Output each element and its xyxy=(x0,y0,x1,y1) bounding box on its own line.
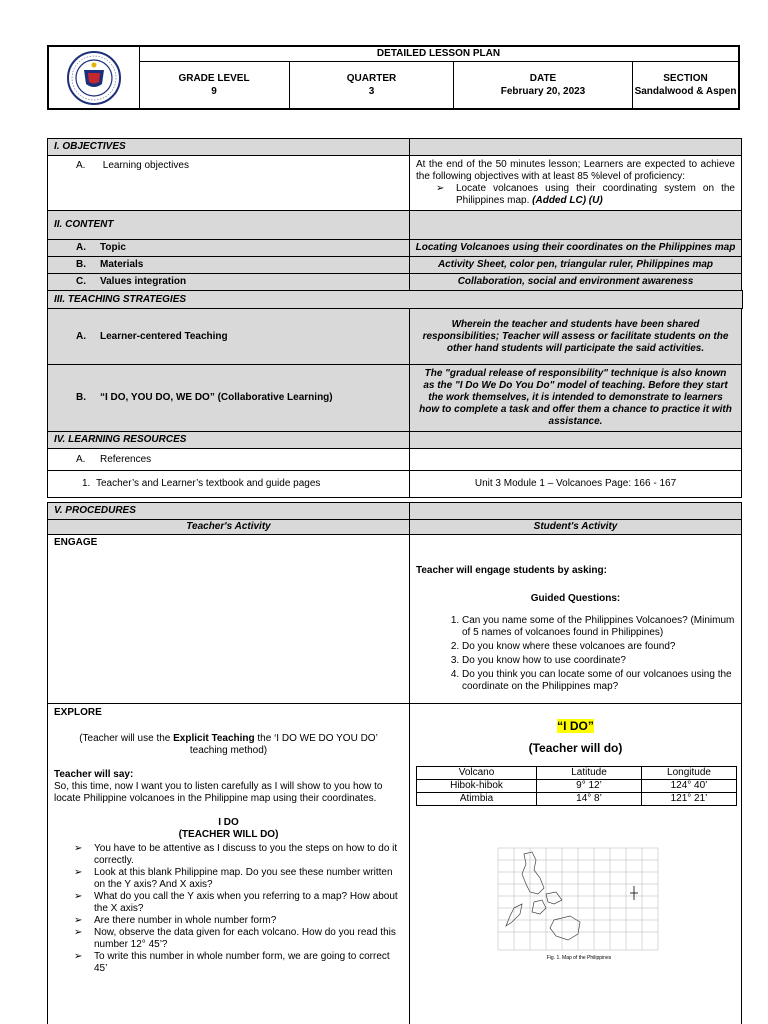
procedures-heading-right xyxy=(409,502,742,520)
content-row-values xyxy=(47,273,410,291)
content-materials-label: Materials xyxy=(100,259,144,270)
content-heading: II. CONTENT xyxy=(47,210,410,240)
volcano-col-header: Volcano xyxy=(417,767,537,780)
resources-heading: IV. LEARNING RESOURCES xyxy=(47,431,410,449)
explore-step: ➢ What do you call the Y axis when you referring to a map? How about the X axis? xyxy=(54,891,403,915)
content-values-letter: C. xyxy=(76,276,86,287)
objectives-a-label: Learning objectives xyxy=(102,160,189,171)
section-value: Sandalwood & Aspen xyxy=(634,86,737,97)
explore-step: ➢ Are there number in whole number form? xyxy=(54,915,403,927)
quarter-label: QUARTER xyxy=(346,73,397,84)
explore-say-text: So, this time, now I want you to listen carefully as I will show to you how to locate Philippine volcanoes in the Philippine map using their coordinates. xyxy=(54,781,383,804)
explore-ido: I DO xyxy=(218,817,239,828)
strategies-a-desc: Wherein the teacher and students have been shared responsibilities; Teacher will assess or facilitate students on the other hand students will participate the said activities. xyxy=(409,308,742,365)
engage-left xyxy=(47,534,410,704)
header-table xyxy=(47,45,740,110)
engage-intro: Teacher will engage students by asking: xyxy=(416,565,607,576)
objectives-bullet-text: Locate volcanoes using their coordinating system on the Philippines map. xyxy=(456,183,735,206)
resources-item-cell xyxy=(47,470,410,498)
explore-title: EXPLORE xyxy=(54,707,102,718)
student-activity-col: Student's Activity xyxy=(409,519,742,535)
resources-item-value: Unit 3 Module 1 – Volcanoes Page: 166 - 167 xyxy=(409,470,742,498)
explore-method-bold: Explicit Teaching xyxy=(173,733,255,744)
teacher-activity-col: Teacher's Activity xyxy=(47,519,410,535)
content-topic-label: Topic xyxy=(100,242,126,253)
explore-step: ➢ To write this number in whole number form, we are going to correct 45’ xyxy=(54,951,403,975)
explore-method-post: the ‘I DO WE DO YOU DO’ teaching method) xyxy=(189,733,378,756)
explore-step: ➢ Now, observe the data given for each volcano. How do you read this number 12° 45’? xyxy=(54,927,403,951)
strategies-a-label: Learner-centered Teaching xyxy=(100,330,228,342)
grade-value: 9 xyxy=(211,86,217,97)
strategies-b-label: “I DO, YOU DO, WE DO” (Collaborative Learning) xyxy=(100,392,333,403)
engage-question: 2. Do you know where these volcanoes are found? xyxy=(462,641,735,653)
engage-questions xyxy=(416,615,735,693)
objectives-bullet-tag: (Added LC) (U) xyxy=(532,195,603,206)
engage-right xyxy=(409,534,742,704)
engage-title: ENGAGE xyxy=(54,537,98,548)
explore-method xyxy=(74,733,383,757)
procedures-heading: V. PROCEDURES xyxy=(47,502,410,520)
objectives-text-cell xyxy=(409,155,742,211)
resources-item-num: 1. xyxy=(82,478,91,489)
explore-method-pre: (Teacher will use the xyxy=(79,733,174,744)
section-label: SECTION xyxy=(663,73,708,84)
resources-item-label: Teacher’s and Learner’s textbook and guide pages xyxy=(96,478,321,489)
section-cell xyxy=(633,62,738,108)
grade-label: GRADE LEVEL xyxy=(178,73,250,84)
latitude-cell: 14° 8’ xyxy=(537,793,642,806)
engage-question: 4. Do you think you can locate some of our volcanoes using the coordinate on the Philippines map? xyxy=(462,669,735,693)
content-materials-letter: B. xyxy=(76,259,86,270)
objectives-heading: I. OBJECTIVES xyxy=(47,138,410,156)
content-values-label: Values integration xyxy=(100,276,187,287)
philippine-grid-map xyxy=(484,842,674,962)
objectives-intro: At the end of the 50 minutes lesson; Learners are expected to achieve the following objectives with at least 85 %level of proficiency: xyxy=(416,159,735,182)
quarter-cell xyxy=(290,62,454,108)
date-label: DATE xyxy=(529,73,557,84)
strategies-b-desc: The "gradual release of responsibility" technique is also known as the "I Do We Do You Do" model of teaching. Before they start the work themselves, it is intended to demonstrate to learners how to complete a task and offer them a chance to practice it with assistance. xyxy=(409,364,742,432)
longitude-cell: 121° 21’ xyxy=(642,793,737,806)
map-caption: Fig. 1. Map of the Philippines xyxy=(546,955,612,961)
lesson-table xyxy=(47,138,742,1024)
engage-question: 1. Can you name some of the Philippines Volcanoes? (Minimum of 5 names of volcanoes found in Philippines) xyxy=(462,615,735,639)
content-materials-value: Activity Sheet, color pen, triangular ruler, Philippines map xyxy=(409,256,742,274)
resources-a-cell xyxy=(47,448,410,471)
latitude-col-header: Latitude xyxy=(537,767,642,780)
content-row-topic xyxy=(47,239,410,257)
strategies-a-letter: A. xyxy=(76,330,86,342)
content-row-materials xyxy=(47,256,410,274)
longitude-cell: 124° 40’ xyxy=(642,780,737,793)
explore-right xyxy=(409,703,742,1024)
objectives-a-cell xyxy=(47,155,410,211)
table-row xyxy=(417,780,737,793)
strategies-b-letter: B. xyxy=(76,392,86,403)
header-row xyxy=(139,62,738,108)
engage-guided: Guided Questions: xyxy=(530,593,621,604)
resources-a-right xyxy=(409,448,742,471)
resources-heading-right xyxy=(409,431,742,449)
explore-step: ➢ You have to be attentive as I discuss to you the steps on how to do it correctly. xyxy=(54,843,403,867)
content-values-value: Collaboration, social and environment awareness xyxy=(409,273,742,291)
objectives-heading-right xyxy=(409,138,742,156)
explore-step: ➢ Look at this blank Philippine map. Do you see these number written on the Y axis? And X axis? xyxy=(54,867,403,891)
objectives-a-letter: A. xyxy=(76,160,86,171)
explore-ido-sub: (TEACHER WILL DO) xyxy=(178,829,279,840)
volcano-cell: Atimbia xyxy=(417,793,537,806)
header-title: DETAILED LESSON PLAN xyxy=(139,47,738,62)
volcano-table-header xyxy=(417,767,737,780)
date-value: February 20, 2023 xyxy=(500,86,586,97)
deped-seal xyxy=(49,47,140,108)
latitude-cell: 9° 12’ xyxy=(537,780,642,793)
resources-a-letter: A. xyxy=(76,453,86,465)
grade-cell xyxy=(139,62,290,108)
content-topic-letter: A. xyxy=(76,242,86,253)
engage-question: 3. Do you know how to use coordinate? xyxy=(462,655,735,667)
content-heading-right xyxy=(409,210,742,240)
longitude-col-header: Longitude xyxy=(642,767,737,780)
volcano-table xyxy=(416,766,737,806)
explore-right-sub: (Teacher will do) xyxy=(528,741,623,755)
resources-a-label: References xyxy=(100,453,152,465)
strategies-b-cell xyxy=(47,364,410,432)
explore-left xyxy=(47,703,410,1024)
quarter-value: 3 xyxy=(368,86,375,97)
explore-say-label: Teacher will say: xyxy=(54,769,134,780)
explore-right-ido: “I DO” xyxy=(557,719,594,733)
content-topic-value: Locating Volcanoes using their coordinates on the Philippines map xyxy=(409,239,742,257)
volcano-cell: Hibok-hibok xyxy=(417,780,537,793)
table-row xyxy=(417,793,737,806)
strategies-a-cell xyxy=(47,308,410,365)
date-cell xyxy=(454,62,633,108)
objectives-bullet xyxy=(416,183,735,207)
strategies-heading: III. TEACHING STRATEGIES xyxy=(47,290,743,309)
